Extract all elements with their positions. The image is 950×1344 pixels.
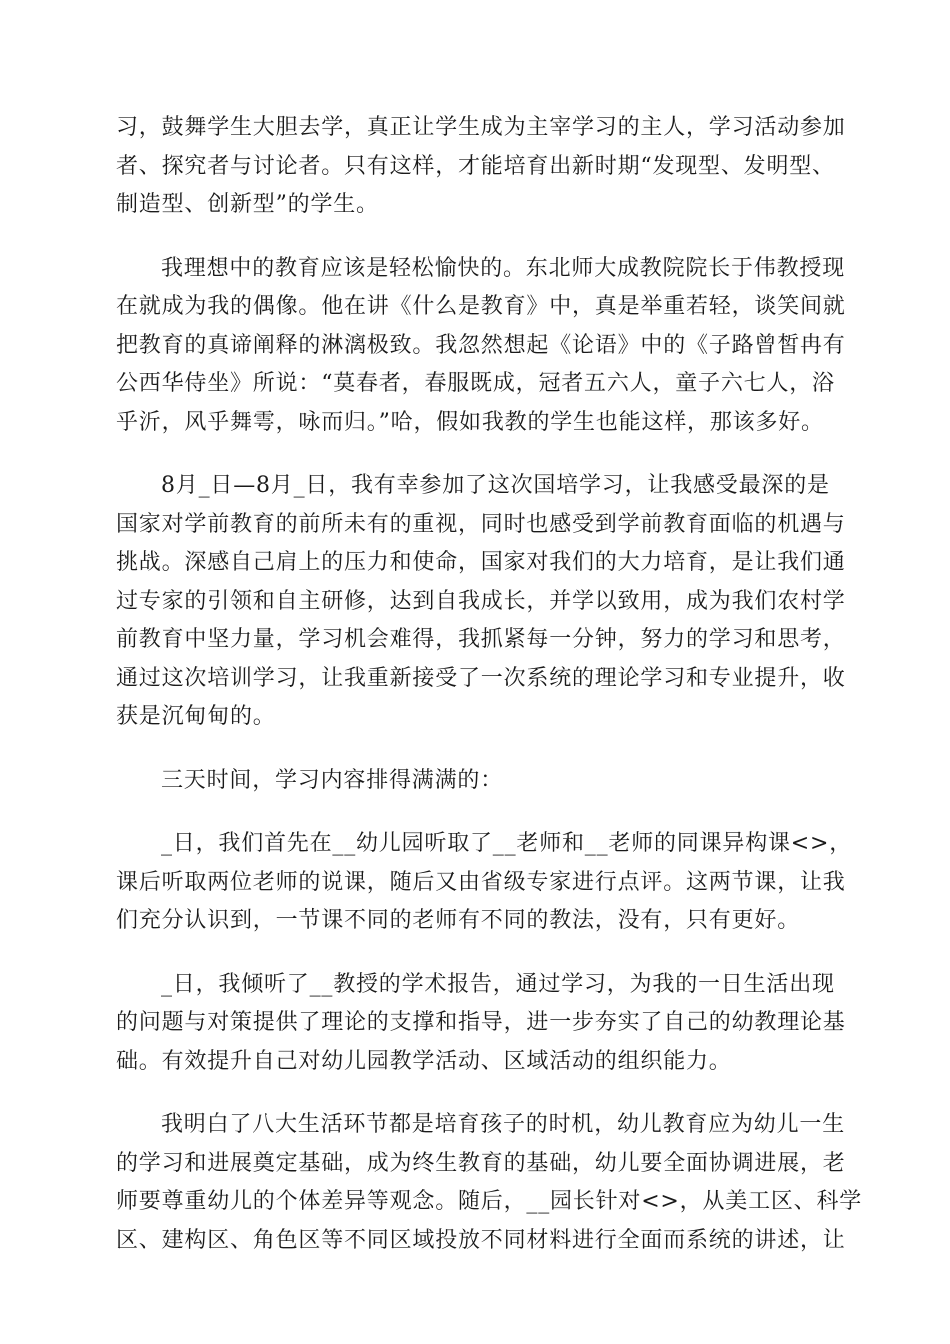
text-line: 前教育中坚力量，学习机会难得，我抓紧每一分钟，努力的学习和思考， [116, 627, 846, 652]
text-line: 把教育的真谛阐释的淋漓极致。我忽然想起《论语》中的《子路曾皙冉有 [116, 332, 846, 358]
text-line: 者、探究者与讨论者。只有这样，才能培育出新时期“发现型、发明型、 [116, 153, 835, 179]
paragraph-7 [116, 1106, 863, 1260]
text-line: 区、建构区、角色区等不同区域投放不同材料进行全面而系统的讲述，让 [116, 1227, 846, 1253]
text-line: 制造型、创新型”的学生。 [116, 192, 379, 217]
text-line: 们充分认识到，一节课不同的老师有不同的教法，没有，只有更好。 [116, 908, 801, 933]
paragraph-4 [116, 762, 834, 801]
text-line: 获是沉甸甸的。 [116, 704, 276, 729]
text-line: 课后听取两位老师的说课，随后又由省级专家进行点评。这两节课，让我 [116, 869, 846, 895]
text-line: 挑战。深感自己肩上的压力和使命，国家对我们的大力培育，是让我们通 [116, 550, 846, 575]
paragraph-1 [116, 109, 846, 225]
text-line: 的学习和进展奠定基础，成为终生教育的基础，幼儿要全面协调进展，老 [116, 1150, 846, 1176]
text-line: 的问题与对策提供了理论的支撑和指导，进一步夯实了自己的幼教理论基 [116, 1010, 846, 1035]
paragraph-5 [116, 825, 853, 941]
text-line: _日，我们首先在__幼儿园听取了__老师和__老师的同课异构课<>， [161, 831, 853, 856]
text-line: 我明白了八大生活环节都是培育孩子的时机，幼儿教育应为幼儿一生 [161, 1112, 846, 1137]
paragraph-6 [116, 966, 846, 1082]
text-line: 我理想中的教育应该是轻松愉快的。东北师大成教院院长于伟教授现 [161, 255, 846, 281]
text-line: 习，鼓舞学生大胆去学，真正让学生成为主宰学习的主人，学习活动参加 [116, 115, 846, 140]
text-line: 通过这次培训学习，让我重新接受了一次系统的理论学习和专业提升，收 [116, 665, 846, 691]
text-line: 过专家的引领和自主研修，达到自我成长，并学以致用，成为我们农村学 [116, 588, 846, 614]
document-body [116, 109, 863, 1285]
text-line: 在就成为我的偶像。他在讲《什么是教育》中，真是举重若轻，谈笑间就 [116, 294, 846, 319]
paragraph-3 [116, 467, 846, 737]
text-line: 师要尊重幼儿的个体差异等观念。随后，__园长针对<>，从美工区、科学 [116, 1189, 863, 1214]
paragraph-2 [116, 250, 846, 443]
text-line: 三天时间，学习内容排得满满的： [161, 767, 504, 793]
text-line: _日，我倾听了__教授的学术报告，通过学习，为我的一日生活出现 [161, 971, 835, 997]
text-line: 础。有效提升自己对幼儿园教学活动、区域活动的组织能力。 [116, 1048, 732, 1074]
text-line: 国家对学前教育的前所未有的重视，同时也感受到学前教育面临的机遇与 [116, 511, 846, 537]
text-line: 乎沂，风乎舞雩，咏而归。”哈，假如我教的学生也能这样，那该多好。 [116, 409, 824, 435]
text-line: 公西华侍坐》所说：“莫春者，春服既成，冠者五六人，童子六七人，浴 [116, 371, 835, 396]
text-line: 8月_日—8月_日，我有幸参加了这次国培学习，让我感受最深的是 [161, 473, 830, 498]
